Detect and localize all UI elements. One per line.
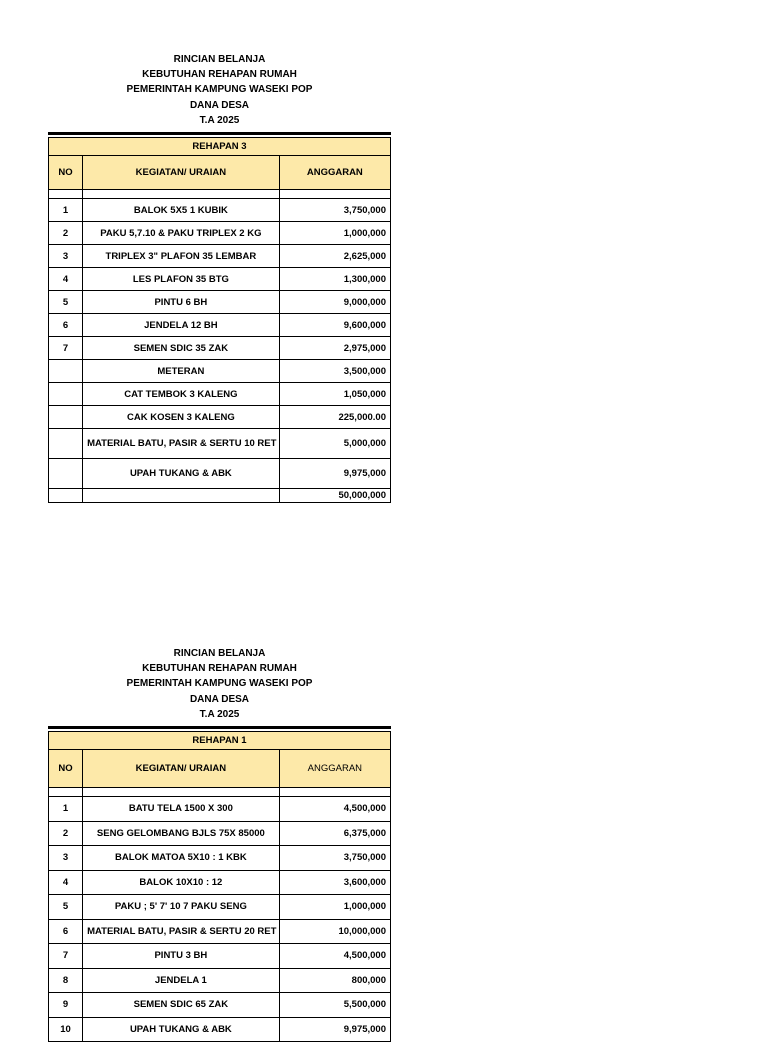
table-row: 6 JENDELA 12 BH 9,600,000 [49, 314, 391, 337]
total-row [49, 489, 391, 503]
budget-table-rehapan-1 [48, 731, 391, 1042]
table-row: 1 BALOK 5X5 1 KUBIK 3,750,000 [49, 199, 391, 222]
table-row: 3 BALOK MATOA 5X10 : 1 KBK 3,750,000 [49, 846, 391, 871]
section-title: REHAPAN 1 [49, 732, 391, 750]
document-header [48, 52, 391, 128]
spacer-row [49, 788, 391, 797]
table-row: METERAN 3,500,000 [49, 360, 391, 383]
header-subtitle: KEBUTUHAN REHAPAN RUMAH [142, 69, 297, 81]
header-fund: DANA DESA [189, 99, 250, 111]
table-row: 4 LES PLAFON 35 BTG 1,300,000 [49, 268, 391, 291]
table-row: 7 PINTU 3 BH 4,500,000 [49, 944, 391, 969]
header-government: PEMERINTAH KAMPUNG WASEKI POP [126, 84, 313, 96]
header-title: RINCIAN BELANJA [173, 648, 266, 659]
header-subtitle: KEBUTUHAN REHAPAN RUMAH [142, 663, 297, 675]
header-divider [48, 132, 391, 135]
header-fund: DANA DESA [189, 693, 250, 705]
column-header-row [49, 750, 391, 788]
table-row: 6 MATERIAL BATU, PASIR & SERTU 20 RET 10,000,000 [49, 919, 391, 944]
column-header-item: KEGIATAN/ URAIAN [83, 156, 280, 190]
spacer-row [49, 190, 391, 199]
table-row: 9 SEMEN SDIC 65 ZAK 5,500,000 [49, 993, 391, 1018]
table-row: 5 PAKU ; 5' 7' 10 7 PAKU SENG 1,000,000 [49, 895, 391, 920]
total-amount: 50,000,000 [279, 489, 390, 503]
table-row: 4 BALOK 10X10 : 12 3,600,000 [49, 870, 391, 895]
column-header-row [49, 156, 391, 190]
column-header-amount: ANGGARAN [279, 750, 390, 788]
document-header [48, 646, 391, 722]
header-year: T.A 2025 [199, 708, 240, 720]
table-row: 2 PAKU 5,7.10 & PAKU TRIPLEX 2 KG 1,000,000 [49, 222, 391, 245]
section-title: REHAPAN 3 [49, 138, 391, 156]
table-row: 7 SEMEN SDIC 35 ZAK 2,975,000 [49, 337, 391, 360]
column-header-item: KEGIATAN/ URAIAN [83, 750, 280, 788]
table-row: 10 UPAH TUKANG & ABK 9,975,000 [49, 1017, 391, 1042]
table-row: 3 TRIPLEX 3" PLAFON 35 LEMBAR 2,625,000 [49, 245, 391, 268]
section-row [49, 138, 391, 156]
column-header-no: NO [49, 750, 83, 788]
table-row: 5 PINTU 6 BH 9,000,000 [49, 291, 391, 314]
header-government: PEMERINTAH KAMPUNG WASEKI POP [126, 678, 313, 690]
table-row: MATERIAL BATU, PASIR & SERTU 10 RET 5,000,000 [49, 429, 391, 459]
header-title: RINCIAN BELANJA [173, 54, 266, 65]
column-header-no: NO [49, 156, 83, 190]
header-divider [48, 726, 391, 729]
table-row: 2 SENG GELOMBANG BJLS 75X 85000 6,375,000 [49, 821, 391, 846]
table-row: UPAH TUKANG & ABK 9,975,000 [49, 459, 391, 489]
header-year: T.A 2025 [199, 114, 240, 126]
budget-block-rehapan-3 [48, 52, 391, 503]
table-row: CAT TEMBOK 3 KALENG 1,050,000 [49, 383, 391, 406]
budget-block-rehapan-1 [48, 646, 391, 1042]
budget-table-rehapan-3 [48, 137, 391, 503]
column-header-amount: ANGGARAN [279, 156, 390, 190]
section-row [49, 732, 391, 750]
table-row: CAK KOSEN 3 KALENG 225,000.00 [49, 406, 391, 429]
table-row: 8 JENDELA 1 800,000 [49, 968, 391, 993]
table-row: 1 BATU TELA 1500 X 300 4,500,000 [49, 797, 391, 822]
